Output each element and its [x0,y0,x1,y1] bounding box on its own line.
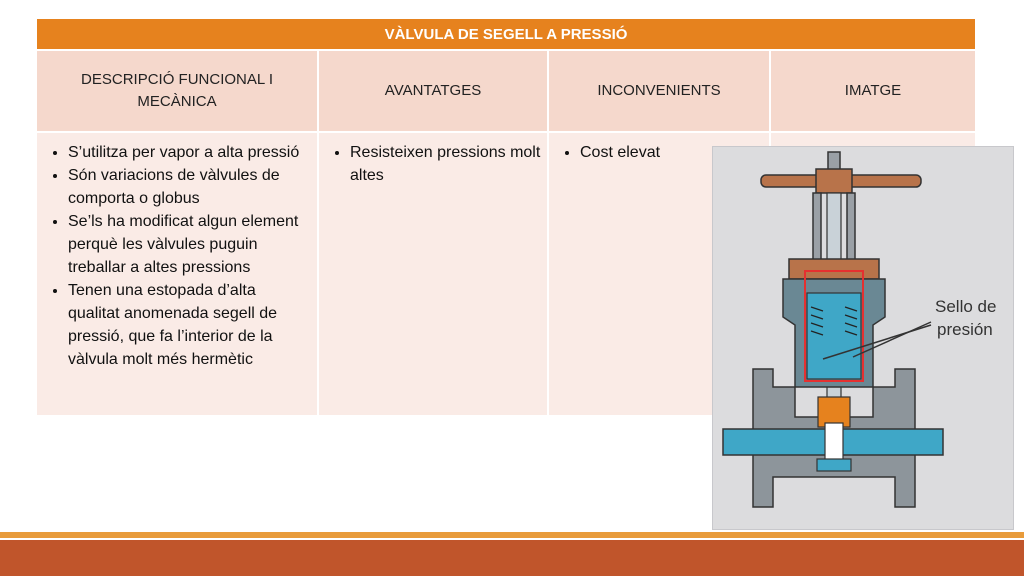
descripcio-list [43,141,311,371]
gate-disc [825,423,843,463]
list-item: • Són variacions de vàlvules de comporta o globus [68,164,311,210]
cell-descripcio [37,133,319,415]
label-line-2: presión [937,320,993,339]
header-avantatges: AVANTATGES [319,51,549,133]
list-item: • Resisteixen pressions molt altes [350,141,541,187]
header-descripcio: DESCRIPCIÓ FUNCIONAL I MECÀNICA [37,51,319,133]
cell-avantatges [319,133,549,415]
header-inconvenients: INCONVENIENTS [549,51,771,133]
pressure-seal [807,293,861,379]
yoke-left [813,193,821,263]
header-imatge: IMATGE [771,51,975,133]
footer-bar [0,540,1024,576]
bonnet-yoke [789,259,879,279]
valve-diagram-image [712,146,1014,530]
yoke-right [847,193,855,263]
seat-ring [817,459,851,471]
handwheel-hub [816,169,852,193]
table-title: VÀLVULA DE SEGELL A PRESSIÓ [37,19,975,51]
list-item: • S’utilitza per vapor a alta pressió [68,141,311,164]
avantatges-list [325,141,541,187]
valve-diagram-svg [713,147,1013,529]
label-line-1: Sello de [935,297,997,316]
footer-accent-line [0,532,1024,538]
list-item: • Tenen una estopada d’alta qualitat anomenada segell de pressió, que fa l’interior de la vàlvula molt més hermètic [68,279,311,371]
list-item: • Cost elevat [580,141,763,164]
list-item: • Se’ls ha modificat algun element perquè les vàlvules puguin treballar a altes pressions [68,210,311,279]
